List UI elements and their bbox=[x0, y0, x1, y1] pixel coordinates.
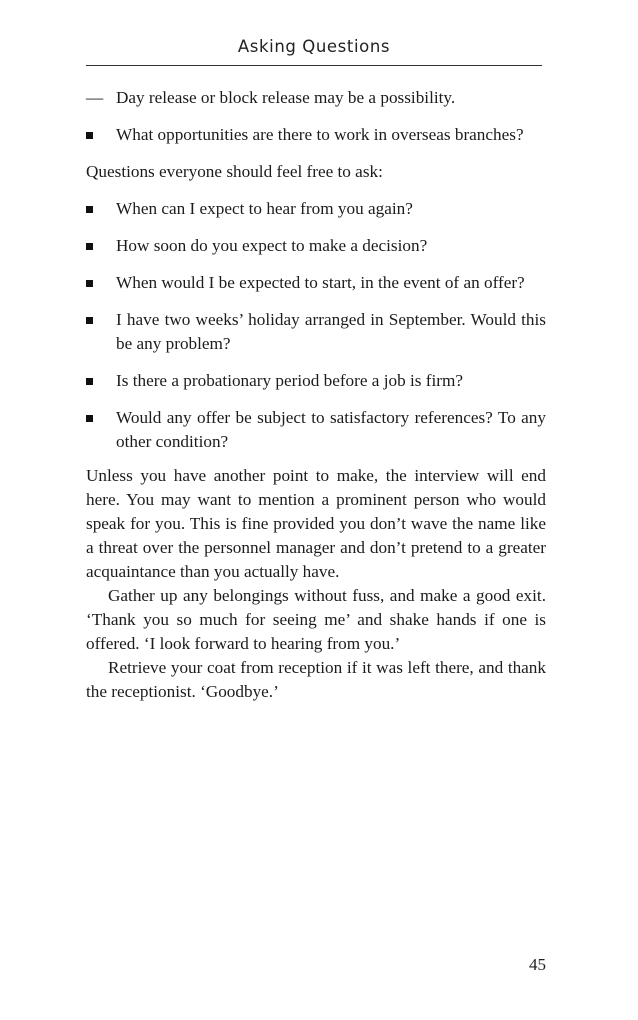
list-item-text: I have two weeks’ holiday arranged in September. Would this be any problem? bbox=[116, 310, 546, 353]
list-item bbox=[86, 197, 546, 221]
list-item bbox=[86, 123, 546, 147]
square-bullet-icon bbox=[86, 132, 93, 139]
body-paragraph: Unless you have another point to make, the interview will end here. You may want to mention a prominent person who would speak for you. This is fine provided you don’t wave the name like a threat over the personnel manager and don’t pretend to a greater acquaintance than you actually have. bbox=[86, 466, 546, 581]
list-item bbox=[86, 369, 546, 393]
body-paragraph: Retrieve your coat from reception if it was left there, and thank the receptionist. ‘Goodbye.’ bbox=[86, 658, 546, 701]
list-item-text: Would any offer be subject to satisfactory references? To any other condition? bbox=[116, 408, 546, 451]
page-number: 45 bbox=[529, 955, 546, 974]
list-item-text: When would I be expected to start, in the event of an offer? bbox=[116, 273, 525, 292]
square-bullet-icon bbox=[86, 206, 93, 213]
list-item bbox=[86, 234, 546, 258]
page-body bbox=[86, 86, 546, 704]
square-bullet-icon bbox=[86, 317, 93, 324]
body-paragraph: Gather up any belongings without fuss, and make a good exit. ‘Thank you so much for seeing me’ and shake hands if one is offered. ‘I look forward to hearing from you.’ bbox=[86, 586, 546, 653]
list-item-text: How soon do you expect to make a decision? bbox=[116, 236, 428, 255]
square-bullet-icon bbox=[86, 280, 93, 287]
list-intro: Questions everyone should feel free to ask: bbox=[86, 162, 383, 181]
list-item bbox=[86, 271, 546, 295]
square-bullet-icon bbox=[86, 378, 93, 385]
square-bullet-icon bbox=[86, 415, 93, 422]
header-rule bbox=[86, 65, 542, 66]
list-item-text: When can I expect to hear from you again? bbox=[116, 199, 413, 218]
list-item-text: Is there a probationary period before a job is firm? bbox=[116, 371, 463, 390]
running-head-title: Asking Questions bbox=[237, 37, 391, 56]
list-item bbox=[86, 308, 546, 356]
dash-list-item bbox=[86, 86, 546, 110]
list-item bbox=[86, 406, 546, 454]
list-item-text: Day release or block release may be a possibility. bbox=[116, 88, 456, 107]
list-item-text: What opportunities are there to work in overseas branches? bbox=[116, 125, 524, 144]
dash-marker: — bbox=[86, 88, 104, 107]
square-bullet-icon bbox=[86, 243, 93, 250]
